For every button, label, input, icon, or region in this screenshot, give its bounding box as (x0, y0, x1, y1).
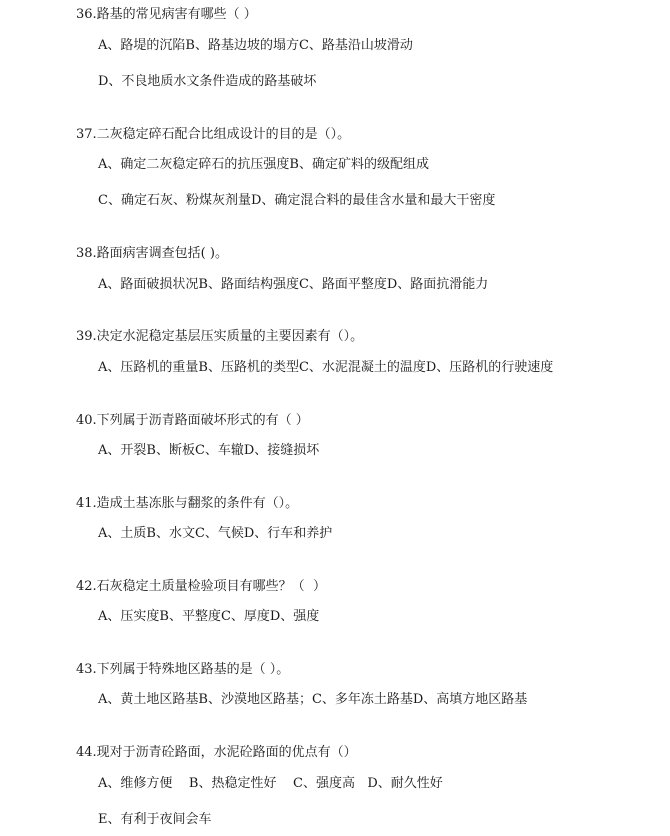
question-title: 37.二灰稳定碎石配合比组成设计的目的是（）。 (76, 127, 351, 142)
option-line: A、压实度B、平整度C、厚度D、强度 (98, 609, 320, 624)
question-title: 39.决定水泥稳定基层压实质量的主要因素有（）。 (76, 329, 364, 344)
question-title: 43.下列属于特殊地区路基的是（ ）。 (76, 662, 290, 677)
question-title: 40.下列属于沥青路面破坏形式的有（ ） (76, 413, 309, 428)
option-line: A、黄土地区路基B、沙漠地区路基；C、多年冻土路基D、高填方地区路基 (98, 692, 528, 707)
option-line: D、不良地质水文条件造成的路基破坏 (98, 74, 317, 89)
option-line: E、有利于夜间会车 (98, 812, 212, 827)
option-line: A、土质B、水文C、气候D、行车和养护 (98, 526, 333, 541)
option-line: A、压路机的重量B、压路机的类型C、水泥混凝土的温度D、压路机的行驶速度 (98, 360, 554, 375)
question-title: 44.现对于沥青砼路面，水泥砼路面的优点有（） (76, 745, 357, 760)
option-line: C、确定石灰、粉煤灰剂量D、确定混合料的最佳含水量和最大干密度 (98, 193, 496, 208)
question-title: 42.石灰稳定土质量检验项目有哪些？（ ） (76, 579, 326, 594)
question-title: 38.路面病害调查包括( )。 (76, 246, 228, 261)
option-line: A、维修方便 B、热稳定性好 C、强度高 D、耐久性好 (98, 776, 443, 791)
option-line: A、确定二灰稳定碎石的抗压强度B、确定矿料的级配组成 (98, 157, 429, 172)
option-line: A、开裂B、断板C、车辙D、接缝损坏 (98, 443, 320, 458)
question-title: 41.造成土基冻胀与翻浆的条件有（）。 (76, 496, 299, 511)
question-title: 36.路基的常见病害有哪些（ ） (76, 7, 257, 22)
option-line: A、路面破损状况B、路面结构强度C、路面平整度D、路面抗滑能力 (98, 277, 489, 292)
option-line: A、路堤的沉陷B、路基边坡的塌方C、路基沿山坡滑动 (98, 38, 413, 53)
